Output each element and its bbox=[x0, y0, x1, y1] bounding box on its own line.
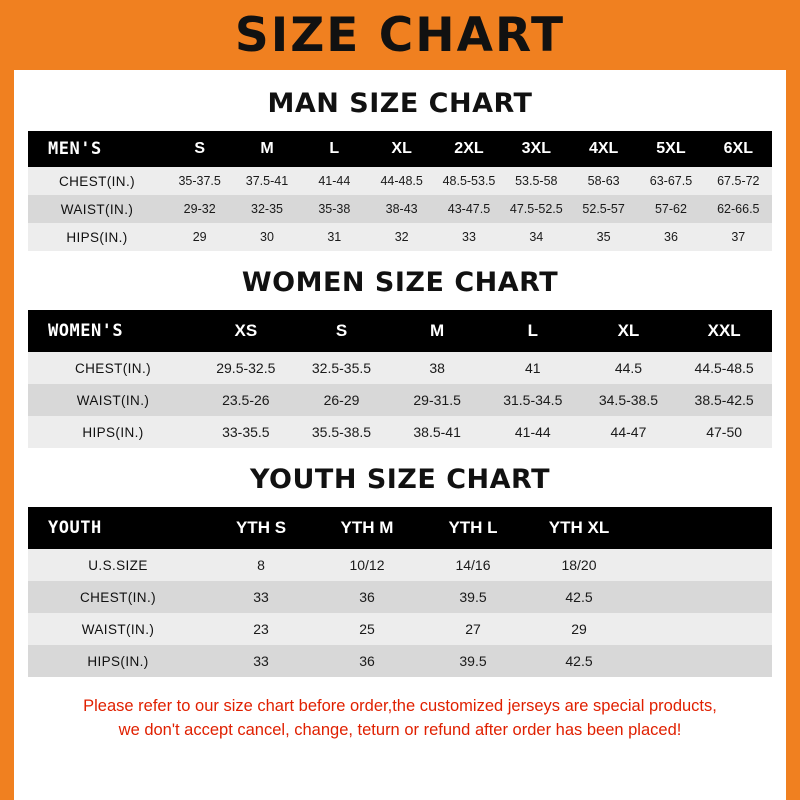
women-row-label-chest: CHEST(IN.) bbox=[75, 360, 151, 376]
men-waist-6xl: 62-66.5 bbox=[717, 202, 760, 216]
page-title: SIZE CHART bbox=[234, 7, 566, 63]
men-section-title: MAN SIZE CHART bbox=[267, 88, 533, 119]
women-waist-xl: 34.5-38.5 bbox=[598, 392, 659, 408]
footnote-line-1: Please refer to our size chart before order,the customized jerseys are special products, bbox=[83, 697, 717, 715]
men-header-s: S bbox=[166, 131, 233, 167]
youth-header-m: YTH M bbox=[314, 507, 420, 549]
footnote-line-2: we don't accept cancel, change, teturn or refund after order has been placed! bbox=[118, 720, 682, 739]
footnote bbox=[28, 695, 772, 743]
youth-header-spacer bbox=[632, 507, 772, 549]
men-chest-l: 41-44 bbox=[318, 174, 351, 188]
women-chest-s: 32.5-35.5 bbox=[311, 360, 372, 376]
men-chest-3xl: 53.5-58 bbox=[515, 174, 558, 188]
youth-ussize-l: 14/16 bbox=[455, 557, 491, 573]
women-waist-xxl: 38.5-42.5 bbox=[694, 392, 754, 408]
women-row-label-waist: WAIST(IN.) bbox=[76, 392, 150, 408]
women-header-s: S bbox=[294, 310, 390, 352]
table-row bbox=[28, 352, 772, 384]
men-chest-s: 35-37.5 bbox=[178, 174, 221, 188]
youth-row-spacer bbox=[632, 581, 772, 613]
women-hips-m: 38.5-41 bbox=[413, 424, 461, 440]
youth-hips-l: 39.5 bbox=[459, 653, 487, 669]
women-waist-l: 31.5-34.5 bbox=[503, 392, 563, 408]
youth-chest-xl: 42.5 bbox=[565, 589, 593, 605]
youth-waist-m: 25 bbox=[359, 621, 375, 637]
table-row bbox=[28, 581, 772, 613]
men-row-label-hips: HIPS(IN.) bbox=[66, 229, 128, 245]
men-chest-5xl: 63-67.5 bbox=[649, 174, 693, 188]
youth-chest-s: 33 bbox=[253, 589, 269, 605]
table-header-row bbox=[28, 131, 772, 167]
men-waist-l: 35-38 bbox=[318, 202, 351, 216]
youth-row-label-us-size: U.S.SIZE bbox=[88, 557, 148, 573]
women-hips-l: 41-44 bbox=[514, 424, 551, 440]
women-header-label: WOMEN'S bbox=[28, 310, 198, 352]
table-header-row bbox=[28, 507, 772, 549]
women-chest-xl: 44.5 bbox=[614, 360, 643, 376]
men-header-5xl: 5XL bbox=[637, 131, 704, 167]
women-section-title: WOMEN SIZE CHART bbox=[241, 267, 559, 298]
men-chest-xl: 44-48.5 bbox=[380, 174, 423, 188]
youth-hips-s: 33 bbox=[253, 653, 269, 669]
women-hips-xs: 33-35.5 bbox=[222, 424, 270, 440]
men-header-label: MEN'S bbox=[28, 131, 166, 167]
women-header-l: L bbox=[485, 310, 581, 352]
table-row bbox=[28, 384, 772, 416]
youth-row-spacer bbox=[632, 613, 772, 645]
men-chest-4xl: 58-63 bbox=[587, 174, 620, 188]
table-row bbox=[28, 645, 772, 677]
men-waist-m: 32-35 bbox=[251, 202, 283, 216]
women-chest-l: 41 bbox=[525, 360, 541, 376]
youth-row-label-hips: HIPS(IN.) bbox=[87, 653, 149, 669]
youth-section-title: YOUTH SIZE CHART bbox=[249, 464, 551, 495]
youth-row-label-chest: CHEST(IN.) bbox=[80, 589, 156, 605]
youth-ussize-s: 8 bbox=[257, 557, 265, 573]
men-hips-4xl: 35 bbox=[596, 230, 611, 244]
table-row bbox=[28, 613, 772, 645]
youth-row-label-waist: WAIST(IN.) bbox=[81, 621, 155, 637]
men-row-label-waist: WAIST(IN.) bbox=[60, 201, 134, 217]
table-row bbox=[28, 167, 772, 195]
women-chest-m: 38 bbox=[429, 360, 445, 376]
youth-size-table bbox=[28, 507, 772, 677]
youth-header-xl: YTH XL bbox=[526, 507, 632, 549]
youth-hips-xl: 42.5 bbox=[565, 653, 593, 669]
youth-hips-m: 36 bbox=[359, 653, 375, 669]
youth-chest-m: 36 bbox=[359, 589, 375, 605]
women-hips-s: 35.5-38.5 bbox=[311, 424, 372, 440]
men-header-3xl: 3XL bbox=[503, 131, 570, 167]
men-hips-s: 29 bbox=[192, 230, 207, 244]
men-header-xl: XL bbox=[368, 131, 435, 167]
men-hips-l: 31 bbox=[327, 230, 342, 244]
men-chest-m: 37.5-41 bbox=[245, 174, 289, 188]
men-hips-5xl: 36 bbox=[664, 230, 678, 244]
women-chest-xs: 29.5-32.5 bbox=[216, 360, 276, 376]
table-header-row bbox=[28, 310, 772, 352]
women-waist-xs: 23.5-26 bbox=[222, 392, 270, 408]
men-row-label-chest: CHEST(IN.) bbox=[59, 173, 135, 189]
banner bbox=[0, 0, 800, 70]
men-hips-3xl: 34 bbox=[529, 230, 544, 244]
women-header-m: M bbox=[389, 310, 485, 352]
women-header-xs: XS bbox=[198, 310, 294, 352]
youth-row-spacer bbox=[632, 549, 772, 581]
men-chest-6xl: 67.5-72 bbox=[717, 174, 760, 188]
men-header-6xl: 6XL bbox=[705, 131, 772, 167]
men-hips-xl: 32 bbox=[394, 230, 409, 244]
men-section bbox=[28, 88, 772, 251]
women-size-table bbox=[28, 310, 772, 448]
women-hips-xxl: 47-50 bbox=[706, 424, 743, 440]
women-header-xxl: XXL bbox=[676, 310, 772, 352]
table-row bbox=[28, 549, 772, 581]
youth-section bbox=[28, 464, 772, 677]
youth-chest-l: 39.5 bbox=[459, 589, 487, 605]
men-header-l: L bbox=[301, 131, 368, 167]
women-waist-s: 26-29 bbox=[323, 392, 360, 408]
women-chest-xxl: 44.5-48.5 bbox=[694, 360, 754, 376]
youth-waist-l: 27 bbox=[465, 621, 481, 637]
youth-waist-s: 23 bbox=[253, 621, 269, 637]
men-waist-s: 29-32 bbox=[183, 202, 216, 216]
women-section bbox=[28, 267, 772, 448]
men-header-4xl: 4XL bbox=[570, 131, 637, 167]
table-row bbox=[28, 223, 772, 251]
men-waist-5xl: 57-62 bbox=[654, 202, 687, 216]
women-row-label-hips: HIPS(IN.) bbox=[82, 424, 144, 440]
women-waist-m: 29-31.5 bbox=[413, 392, 461, 408]
youth-waist-xl: 29 bbox=[571, 621, 587, 637]
men-waist-xl: 38-43 bbox=[385, 202, 418, 216]
men-size-table bbox=[28, 131, 772, 251]
youth-header-s: YTH S bbox=[208, 507, 314, 549]
table-row bbox=[28, 416, 772, 448]
men-header-2xl: 2XL bbox=[435, 131, 502, 167]
men-waist-4xl: 52.5-57 bbox=[582, 202, 625, 216]
men-hips-2xl: 33 bbox=[462, 230, 476, 244]
men-chest-2xl: 48.5-53.5 bbox=[442, 174, 496, 188]
men-header-m: M bbox=[233, 131, 300, 167]
youth-ussize-m: 10/12 bbox=[349, 557, 385, 573]
women-header-xl: XL bbox=[581, 310, 677, 352]
youth-header-label: YOUTH bbox=[28, 507, 208, 549]
men-hips-6xl: 37 bbox=[731, 230, 746, 244]
youth-row-spacer bbox=[632, 645, 772, 677]
table-row bbox=[28, 195, 772, 223]
men-waist-3xl: 47.5-52.5 bbox=[509, 202, 563, 216]
youth-ussize-xl: 18/20 bbox=[561, 557, 597, 573]
men-hips-m: 30 bbox=[260, 230, 274, 244]
men-waist-2xl: 43-47.5 bbox=[447, 202, 491, 216]
youth-header-l: YTH L bbox=[420, 507, 526, 549]
women-hips-xl: 44-47 bbox=[610, 424, 647, 440]
